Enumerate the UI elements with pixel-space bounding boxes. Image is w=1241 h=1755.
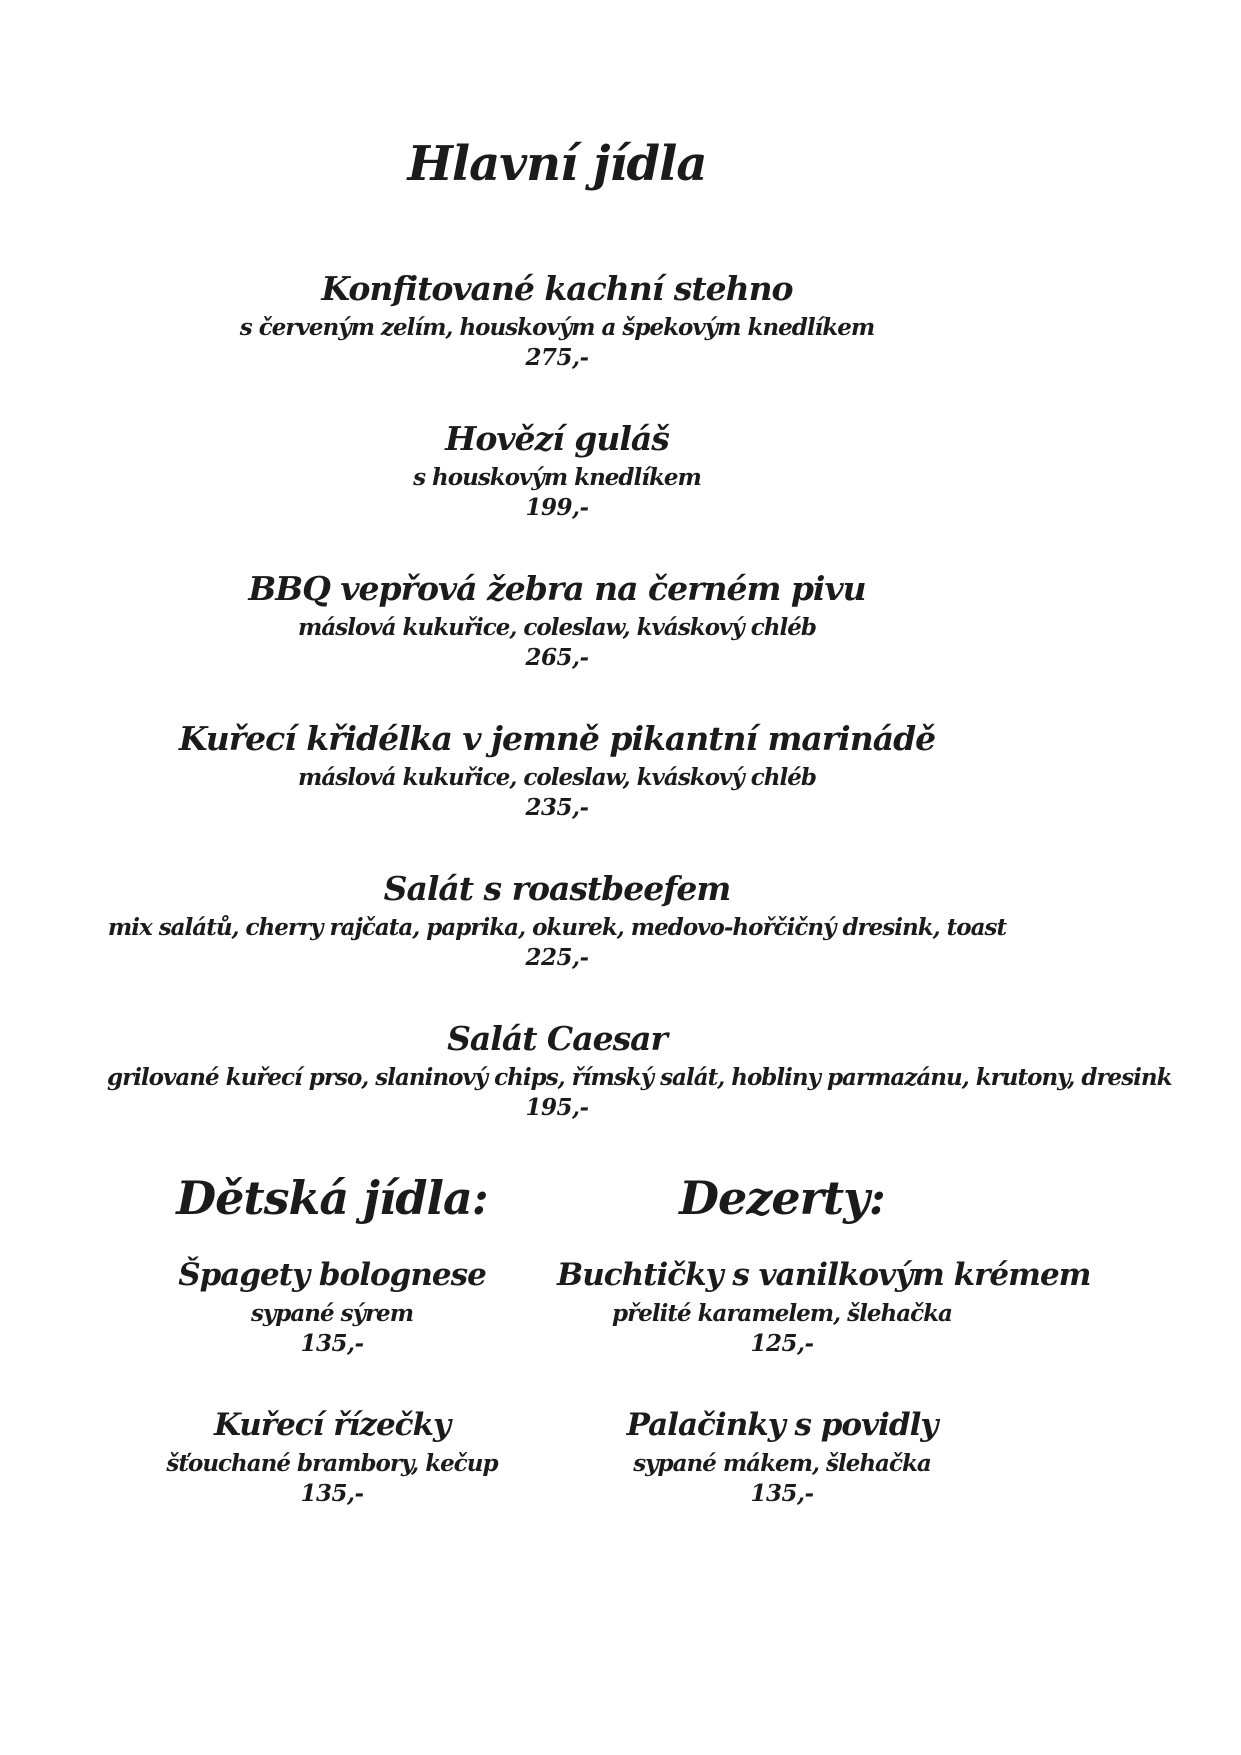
dish-description: s červeným zelím, houskovým a špekovým knedlíkem xyxy=(239,314,875,341)
dish-description: přelité karamelem, šlehačka xyxy=(612,1300,952,1327)
dish-price: 265,- xyxy=(525,644,589,671)
dish-price: 235,- xyxy=(525,794,589,821)
dish-price: 135,- xyxy=(300,1330,364,1357)
dish-price: 195,- xyxy=(525,1094,589,1121)
menu-item xyxy=(557,1401,1007,1509)
dish-name: Konfitované kachní stehno xyxy=(321,269,793,308)
dish-description: máslová kukuřice, coleslaw, kváskový chléb xyxy=(298,764,816,791)
main-courses-section xyxy=(107,265,1172,1123)
dish-price: 275,- xyxy=(525,344,589,371)
menu-content xyxy=(107,0,1172,1551)
dish-name: Špagety bolognese xyxy=(178,1257,486,1293)
dish-name: Buchtičky s vanilkovým krémem xyxy=(557,1257,1091,1293)
menu-item xyxy=(557,1251,1091,1359)
desserts-section-title: Dezerty: xyxy=(679,1171,885,1225)
dish-description: šťouchané brambory, kečup xyxy=(166,1450,498,1477)
dish-name: BBQ vepřová žebra na černém pivu xyxy=(248,569,866,608)
menu-item xyxy=(107,565,1007,673)
dish-description: sypané sýrem xyxy=(250,1300,414,1327)
bottom-sections xyxy=(107,1165,1091,1551)
dish-description: mix salátů, cherry rajčata, paprika, okurek, medovo-hořčičný dresink, toast xyxy=(107,914,1007,941)
dish-price: 135,- xyxy=(300,1480,364,1507)
dish-description: grilované kuřecí prso, slaninový chips, římský salát, hobliny parmazánu, krutony, dresink xyxy=(107,1064,1172,1091)
menu-item xyxy=(107,1401,557,1509)
dish-price: 199,- xyxy=(525,494,589,521)
dish-name: Salát Caesar xyxy=(447,1019,667,1058)
menu-item xyxy=(107,715,1007,823)
desserts-section xyxy=(557,1165,1091,1551)
dish-description: s houskovým knedlíkem xyxy=(413,464,701,491)
menu-item xyxy=(107,1251,557,1359)
dish-description: máslová kukuřice, coleslaw, kváskový chléb xyxy=(298,614,816,641)
menu-item xyxy=(107,265,1007,373)
dish-price: 135,- xyxy=(750,1480,814,1507)
dish-name: Palačinky s povidly xyxy=(626,1407,938,1443)
menu-item xyxy=(107,415,1007,523)
menu-item xyxy=(107,1015,1172,1123)
dish-name: Hovězí guláš xyxy=(445,419,669,458)
page-title: Hlavní jídla xyxy=(407,136,707,192)
menu-item xyxy=(107,865,1007,973)
kids-section xyxy=(107,1165,557,1551)
kids-section-title: Dětská jídla: xyxy=(176,1171,488,1225)
dish-price: 125,- xyxy=(750,1330,814,1357)
dish-name: Kuřecí řízečky xyxy=(213,1407,451,1443)
dish-description: sypané mákem, šlehačka xyxy=(633,1450,931,1477)
dish-name: Kuřecí křidélka v jemně pikantní marinádě xyxy=(178,719,936,758)
dish-price: 225,- xyxy=(525,944,589,971)
dish-name: Salát s roastbeefem xyxy=(383,869,731,908)
